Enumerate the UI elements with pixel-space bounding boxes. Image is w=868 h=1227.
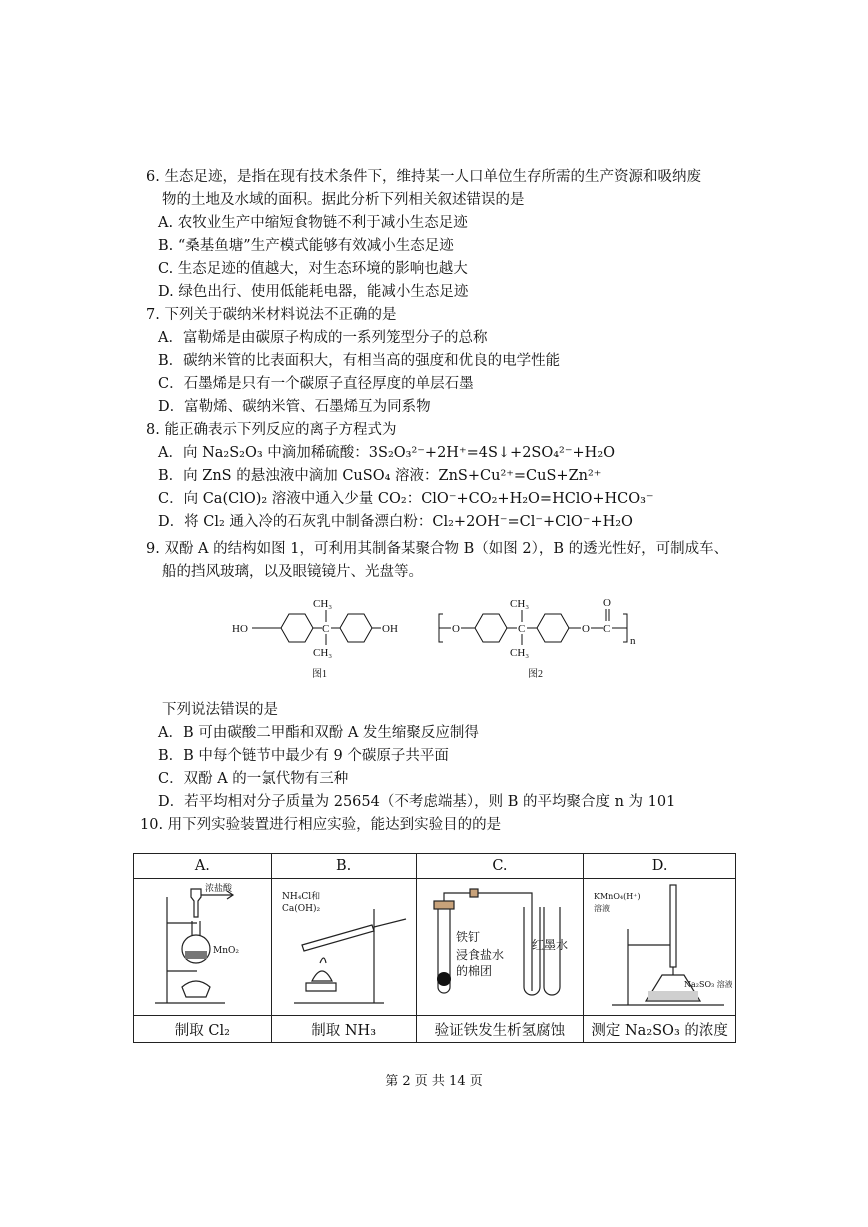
q9-stem-line1: 9. 双酚 A 的结构如图 1，可利用其制备某聚合物 B（如图 2），B 的透光性好，可制成车、 xyxy=(146,541,729,557)
benzene-ring-left xyxy=(281,614,313,642)
caption-b: 制取 NH₃ xyxy=(271,1016,416,1043)
q8-option-b xyxy=(158,465,601,488)
q9-option-d: D．若平均相对分子质量为 25654（不考虑端基），则 B 的平均聚合度 n 为 101 xyxy=(158,794,676,810)
polymer-methyl-top: CH₃ xyxy=(510,598,530,610)
central-carbon-label: C xyxy=(322,623,330,635)
q9-stem-line2: 船的挡风玻璃，以及眼镜镜片、光盘等。 xyxy=(162,564,423,580)
q8-option-d-equation: Cl₂+2OH⁻=Cl⁻+ClO⁻+H₂O xyxy=(432,514,633,530)
caption-d: 测定 Na₂SO₃ 的浓度 xyxy=(584,1016,736,1043)
apparatus-a-cell xyxy=(134,879,272,1016)
tube-joint xyxy=(470,889,478,897)
benzene-ring-right xyxy=(340,614,372,642)
header-a: A. xyxy=(134,854,272,879)
label-conc-hcl: 浓盐酸 xyxy=(205,884,233,894)
apparatus-d-cell xyxy=(584,879,736,1016)
experiment-header-row xyxy=(134,854,736,879)
bisphenol-a-structure xyxy=(252,610,381,645)
q9-substem: 下列说法错误的是 xyxy=(162,702,278,718)
q8-option-c xyxy=(158,488,654,511)
q8-option-d xyxy=(158,511,633,534)
polymer-central-carbon: C xyxy=(518,623,526,635)
q6-option-a: A. 农牧业生产中缩短食物链不利于减小生态足迹 xyxy=(158,215,468,231)
label-red-ink: 红墨水 xyxy=(531,938,568,952)
q8-option-c-equation: ClO⁻+CO₂+H₂O=HClO+HCO₃⁻ xyxy=(421,491,654,507)
experiment-table xyxy=(133,853,736,1043)
polymer-benzene-right xyxy=(537,614,569,642)
label-solution: 溶液 xyxy=(593,904,610,913)
q9-option-a: A．B 可由碳酸二甲酯和双酚 A 发生缩聚反应制得 xyxy=(158,725,479,741)
ho-label: HO xyxy=(232,623,248,635)
polymer-b-structure xyxy=(439,609,627,645)
q8-option-b-text: B．向 ZnS 的悬浊液中滴加 CuSO₄ 溶液： xyxy=(158,468,439,484)
label-caoh2: Ca(OH)₂ xyxy=(281,904,320,914)
label-nh4cl: NH₄Cl和 xyxy=(281,892,320,902)
page-footer: 第 2 页 共 14 页 xyxy=(385,1074,483,1089)
q9-option-c: C．双酚 A 的一氯代物有三种 xyxy=(158,771,349,787)
q9-option-b: B．B 中每个链节中最少有 9 个碳原子共平面 xyxy=(158,748,449,764)
titration-solution xyxy=(648,991,698,1000)
q6-stem-line1: 6. 生态足迹，是指在现有技术条件下，维持某一人口单位生存所需的生产资源和吸纳废 xyxy=(146,169,701,185)
apparatus-b-ammonia xyxy=(274,879,414,1011)
apparatus-a-chlorine xyxy=(137,879,267,1011)
degree-n-label: n xyxy=(630,635,636,647)
apparatus-d-titration xyxy=(588,879,732,1011)
ether-o-right: O xyxy=(582,623,590,635)
figure-2-caption: 图2 xyxy=(528,669,543,680)
caption-a: 制取 Cl₂ xyxy=(134,1016,272,1043)
caption-c: 验证铁发生析氢腐蚀 xyxy=(416,1016,584,1043)
apparatus-b-cell xyxy=(271,879,416,1016)
header-d: D. xyxy=(584,854,736,879)
apparatus-c-corrosion xyxy=(420,879,580,1011)
stopper-left xyxy=(434,901,454,909)
q7-option-a: A．富勒烯是由碳原子构成的一系列笼型分子的总称 xyxy=(158,330,488,346)
q8-stem: 8. 能正确表示下列反应的离子方程式为 xyxy=(146,422,397,438)
q6-option-c: C. 生态足迹的值越大，对生态环境的影响也越大 xyxy=(158,261,468,277)
q8-option-c-text: C．向 Ca(ClO)₂ 溶液中通入少量 CO₂： xyxy=(158,491,422,507)
methyl-bottom-label: CH₃ xyxy=(313,647,333,659)
label-mno2: MnO₂ xyxy=(213,946,240,956)
cotton-ball xyxy=(437,972,451,986)
q8-option-a xyxy=(158,442,615,465)
polymer-methyl-bottom: CH₃ xyxy=(510,647,530,659)
q7-option-b: B．碳纳米管的比表面积大，有相当高的强度和优良的电学性能 xyxy=(158,353,561,369)
label-soaked-1: 浸食盐水 xyxy=(455,948,504,962)
mno2-solid xyxy=(185,951,207,959)
q6-stem-line2: 物的土地及水域的面积。据此分析下列相关叙述错误的是 xyxy=(162,192,525,208)
q7-option-c: C．石墨烯是只有一个碳原子直径厚度的单层石墨 xyxy=(158,376,474,392)
figure-1-caption: 图1 xyxy=(312,669,327,680)
q8-option-b-equation: ZnS+Cu²⁺=CuS+Zn²⁺ xyxy=(438,468,602,484)
oh-label: OH xyxy=(382,623,398,635)
carbonyl-carbon: C xyxy=(603,623,611,635)
label-soaked-2: 的棉团 xyxy=(455,964,492,978)
polymer-benzene-left xyxy=(475,614,507,642)
label-na2so3: Na₂SO₃ 溶液 xyxy=(683,980,732,989)
q8-option-a-text: A．向 Na₂S₂O₃ 中滴加稀硫酸： xyxy=(158,445,369,461)
header-c: C. xyxy=(416,854,584,879)
q10-stem: 10. 用下列实验装置进行相应实验，能达到实验目的的是 xyxy=(140,817,502,833)
experiment-picture-row xyxy=(134,879,736,1016)
q8-option-d-text: D．将 Cl₂ 通入冷的石灰乳中制备漂白粉： xyxy=(158,514,433,530)
label-kmno4: KMnO₄(H⁺) xyxy=(593,892,641,901)
q7-stem: 7. 下列关于碳纳米材料说法不正确的是 xyxy=(146,307,397,323)
q6-option-b: B. “桑基鱼塘”生产模式能够有效减小生态足迹 xyxy=(158,238,454,254)
q8-option-a-equation: 3S₂O₃²⁻+2H⁺=4S↓+2SO₄²⁻+H₂O xyxy=(368,445,616,461)
q6-option-d: D. 绿色出行、使用低能耗电器，能减小生态足迹 xyxy=(158,284,469,300)
header-b: B. xyxy=(271,854,416,879)
apparatus-c-cell xyxy=(416,879,584,1016)
q7-option-d: D．富勒烯、碳纳米管、石墨烯互为同系物 xyxy=(158,399,431,415)
experiment-caption-row xyxy=(134,1016,736,1043)
label-iron-nail: 铁钉 xyxy=(455,930,480,944)
carbonyl-oxygen: O xyxy=(603,597,611,609)
q9-structure-figures xyxy=(225,592,645,684)
methyl-top-label: CH₃ xyxy=(313,598,333,610)
ether-o-left: O xyxy=(452,623,460,635)
